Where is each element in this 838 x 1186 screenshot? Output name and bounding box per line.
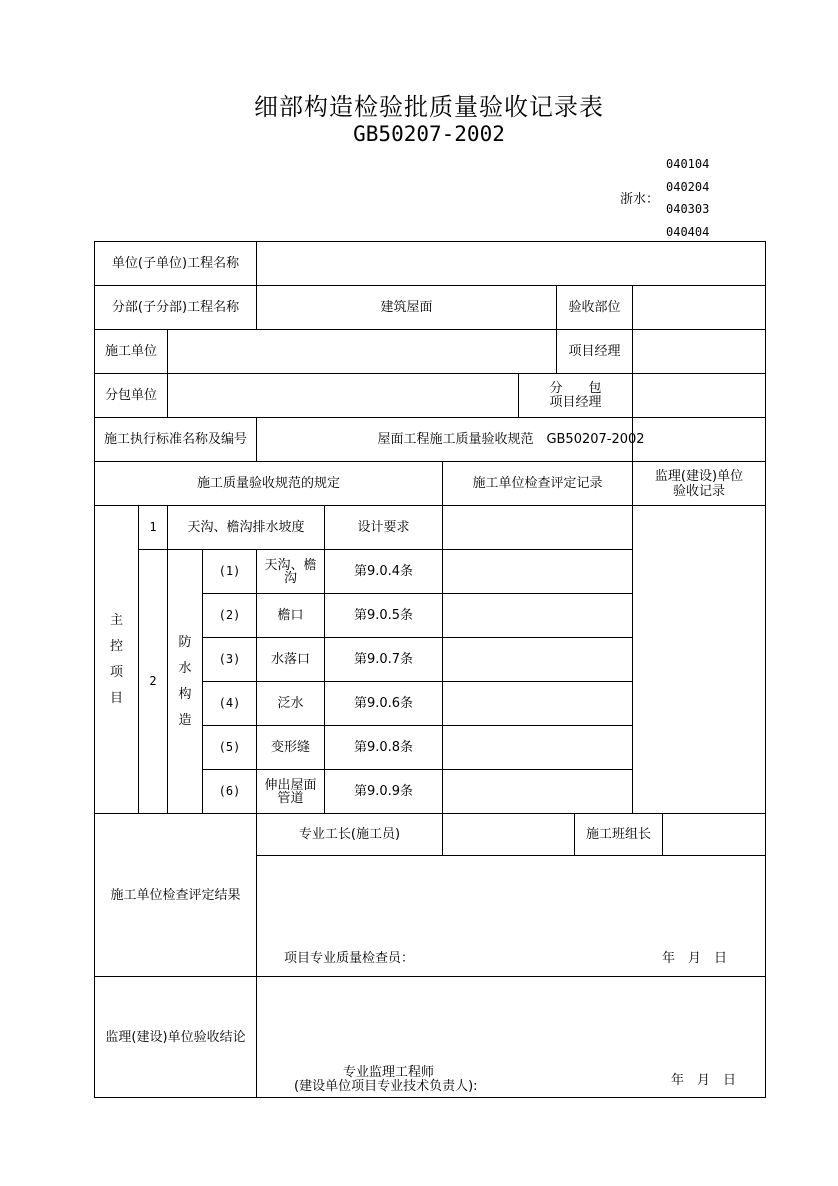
check-record-cell[interactable]	[443, 770, 632, 813]
item-number: 1	[149, 520, 157, 534]
sub-project-field[interactable]: 建筑屋面	[380, 300, 433, 315]
sub-item-name: 水落口	[270, 652, 310, 667]
standard-code: GB50207-2002	[353, 122, 505, 146]
sub-item-index: (3)	[218, 652, 241, 666]
check-record-cell[interactable]	[443, 506, 632, 549]
conclusion-date: 年 月 日	[671, 1072, 737, 1088]
check-record-cell[interactable]	[443, 594, 632, 637]
subcontract-pm-field[interactable]	[633, 374, 765, 417]
project-manager-label: 项目经理	[568, 344, 621, 359]
sub-item-name: 伸出屋面 管道	[264, 777, 317, 806]
sub-item-clause: 第9.0.6条	[353, 696, 414, 711]
construction-unit-label: 施工单位	[104, 344, 157, 359]
exec-standard-label: 施工执行标准名称及编号	[103, 432, 247, 447]
engineer-alt-label: (建设单位项目专业技术负责人):	[294, 1078, 478, 1094]
construction-unit-field[interactable]	[168, 330, 556, 373]
item-number: 2	[149, 674, 157, 688]
check-record-cell[interactable]	[443, 550, 632, 593]
result-date: 年 月 日	[662, 950, 728, 966]
unit-project-field[interactable]	[257, 242, 765, 285]
sub-item-name: 泛水	[277, 696, 304, 711]
check-record-cell[interactable]	[443, 726, 632, 769]
subcontract-pm-label: 分 包 项目经理	[549, 380, 602, 410]
sub-item-name: 檐口	[277, 608, 304, 623]
item-name: 天沟、檐沟排水坡度	[187, 520, 305, 535]
sub-item-clause: 第9.0.9条	[353, 784, 414, 799]
team-leader-label: 施工班组长	[585, 827, 651, 842]
conclusion-label: 监理(建设)单位验收结论	[105, 1029, 246, 1045]
sub-item-index: (5)	[218, 740, 241, 754]
page-title: 细部构造检验批质量验收记录表	[254, 93, 604, 121]
supervision-column-header: 监理(建设)单位 验收记录	[654, 468, 744, 499]
foreman-label: 专业工长(施工员)	[298, 827, 401, 842]
sub-item-clause: 第9.0.7条	[353, 652, 414, 667]
sub-item-index: (4)	[218, 696, 241, 710]
subcontract-unit-field[interactable]	[168, 374, 518, 417]
result-label: 施工单位检查评定结果	[110, 887, 241, 903]
foreman-field[interactable]	[443, 814, 574, 855]
team-leader-field[interactable]	[663, 814, 765, 855]
project-manager-field[interactable]	[633, 330, 765, 373]
sub-item-index: (1)	[218, 564, 241, 578]
sub-item-clause: 第9.0.5条	[353, 608, 414, 623]
sub-item-clause: 第9.0.8条	[353, 740, 414, 755]
main-items-label: 主 控 项 目	[109, 612, 123, 706]
sub-project-label: 分部(子分部)工程名称	[111, 300, 240, 315]
code-prefix: 浙水：	[620, 192, 660, 207]
supervision-record-cell[interactable]	[633, 506, 765, 813]
subcontract-unit-label: 分包单位	[104, 388, 157, 403]
inspection-part-field[interactable]	[633, 286, 765, 329]
sub-item-name: 天沟、檐 沟	[264, 557, 317, 586]
waterproof-group-label: 防 水 构 造	[178, 634, 192, 728]
check-record-cell[interactable]	[443, 682, 632, 725]
form-code: 040104	[666, 157, 710, 171]
item-requirement: 设计要求	[357, 520, 410, 535]
exec-standard-value: 屋面工程施工质量验收规范 GB50207-2002	[377, 432, 645, 447]
form-code: 040404	[666, 225, 710, 239]
inspection-part-label: 验收部位	[568, 300, 621, 315]
sub-item-index: (6)	[218, 784, 241, 798]
check-record-column-header: 施工单位检查评定记录	[472, 476, 603, 491]
form-code: 040303	[666, 202, 710, 216]
sub-item-name: 变形缝	[270, 740, 310, 755]
inspector-label: 项目专业质量检查员：	[284, 950, 415, 966]
spec-column-header: 施工质量验收规范的规定	[196, 476, 340, 491]
sub-item-clause: 第9.0.4条	[353, 564, 414, 579]
check-record-cell[interactable]	[443, 638, 632, 681]
engineer-label: 专业监理工程师	[343, 1064, 435, 1080]
form-code: 040204	[666, 180, 710, 194]
unit-project-label: 单位(子单位)工程名称	[111, 256, 240, 271]
sub-item-index: (2)	[218, 608, 241, 622]
